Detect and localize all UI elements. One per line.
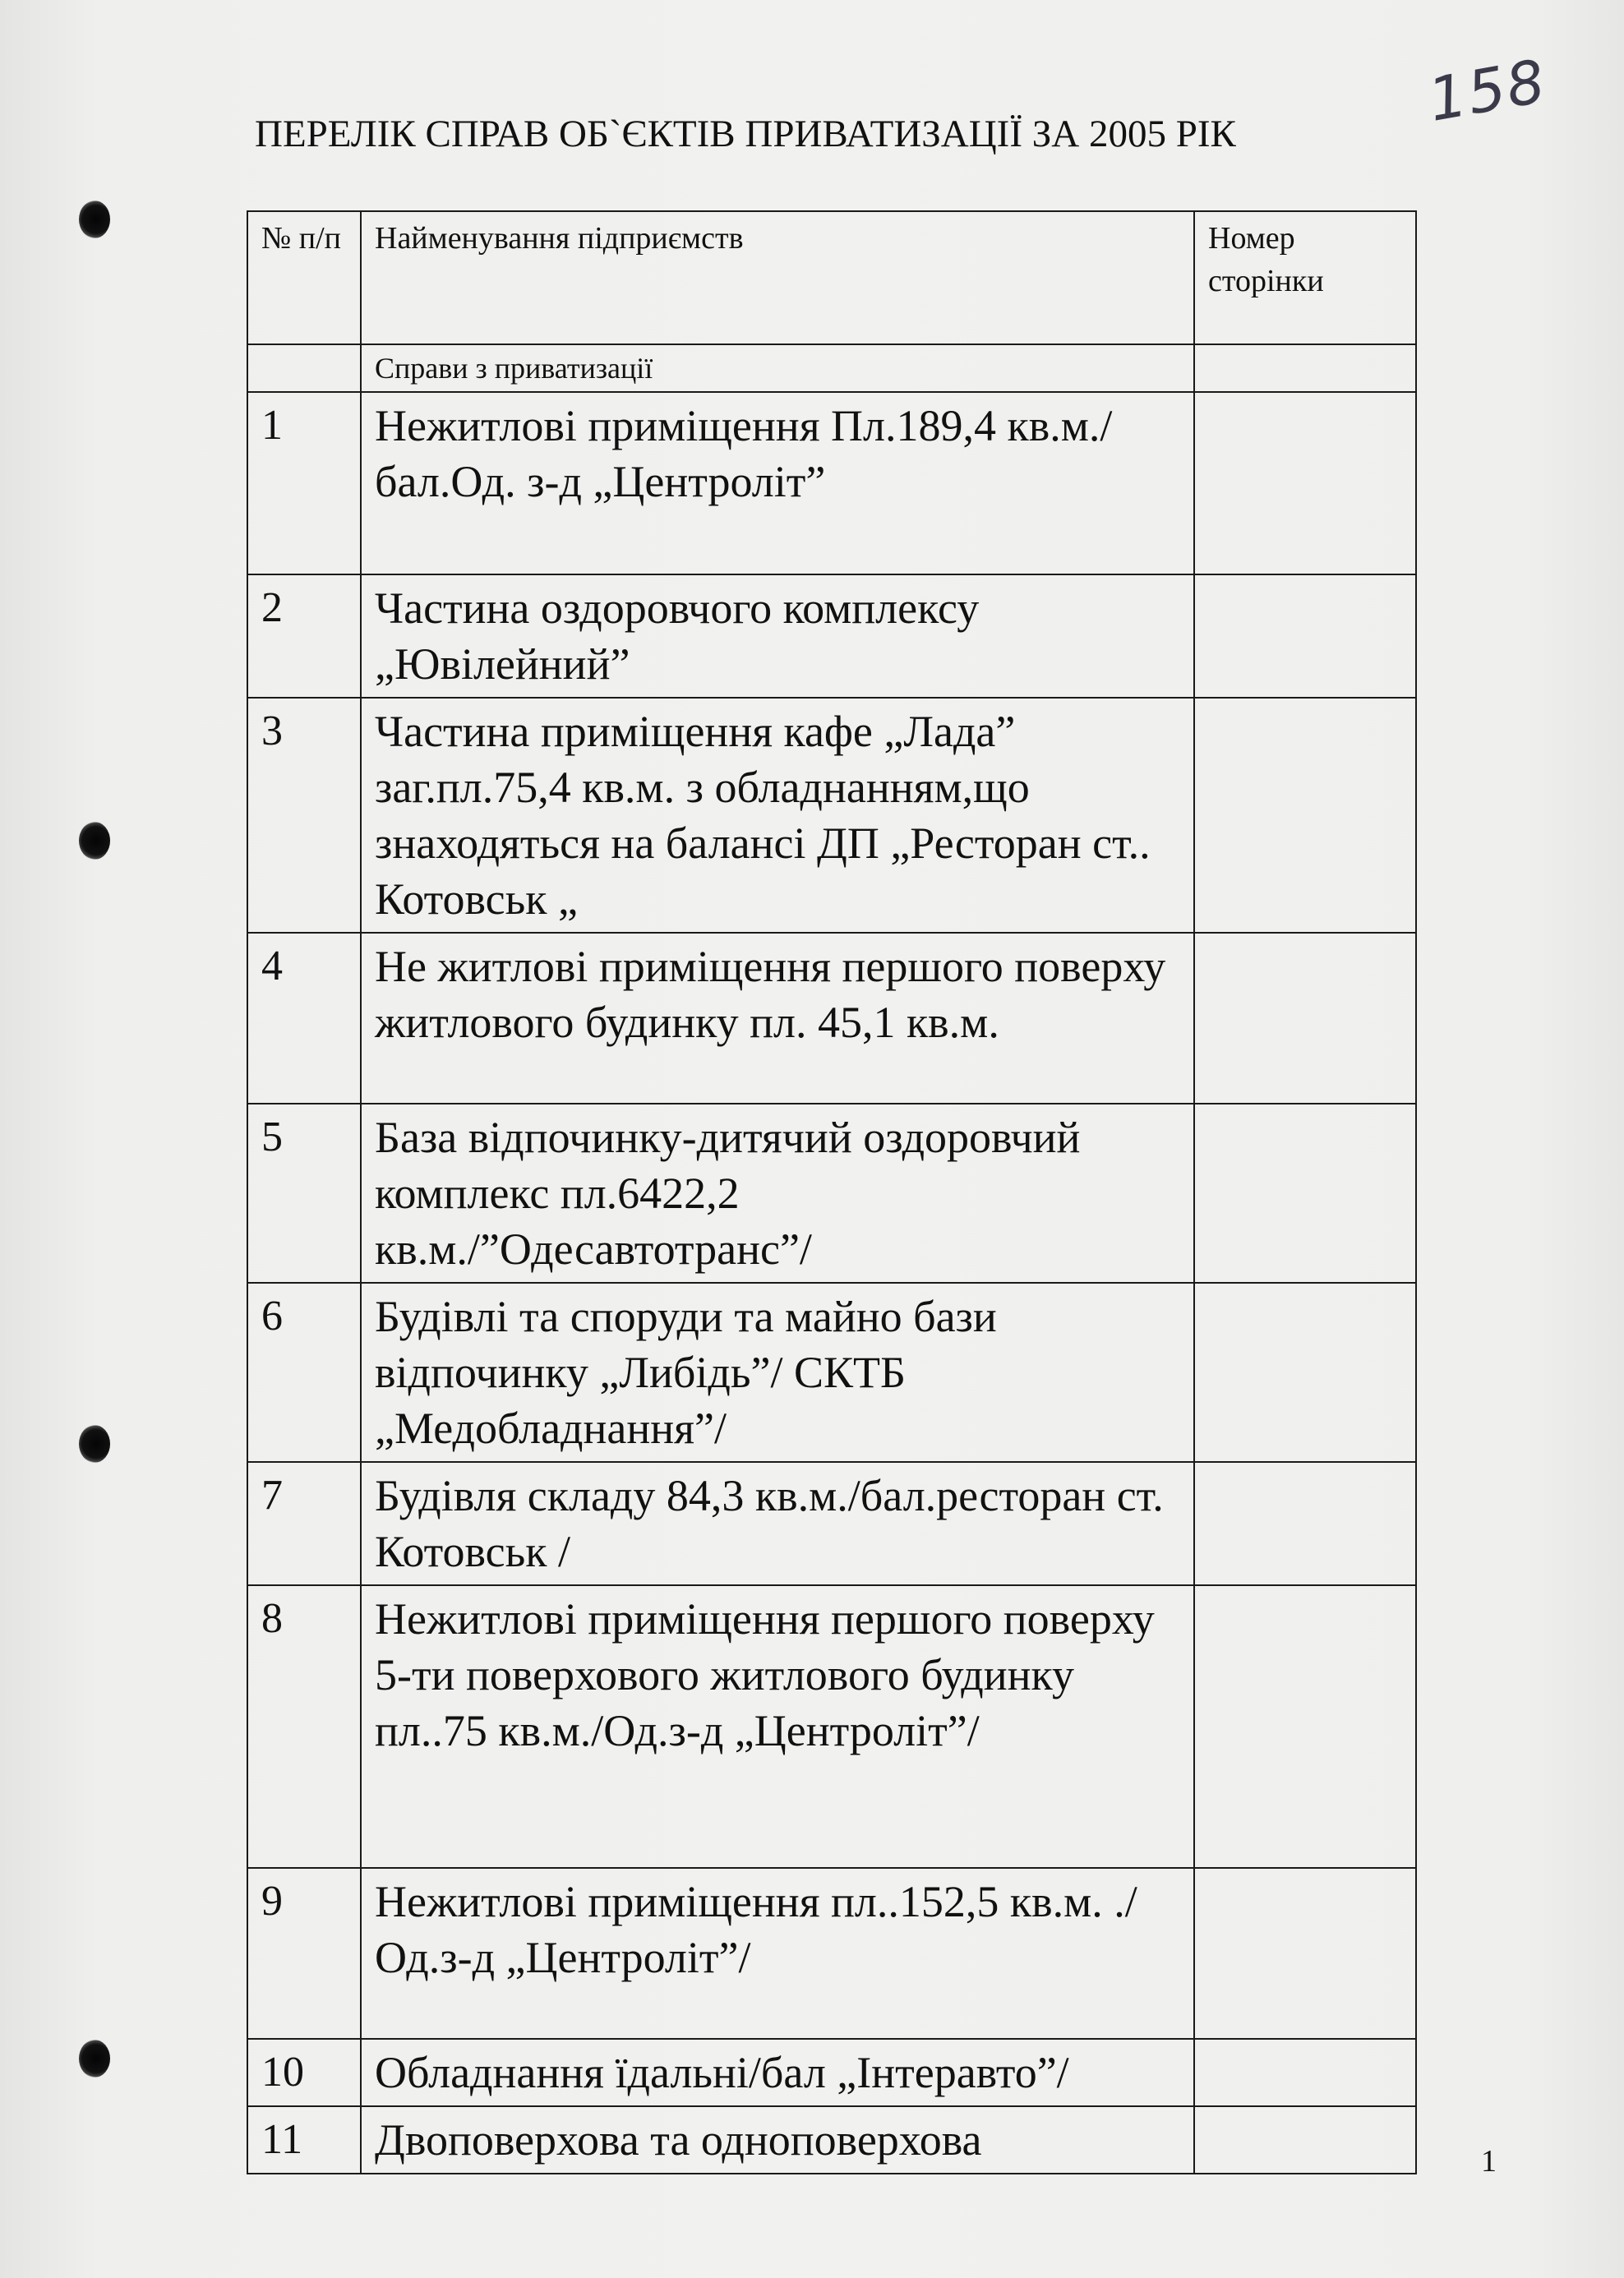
- row-number: 6: [247, 1283, 361, 1462]
- row-number: 5: [247, 1104, 361, 1283]
- row-page: [1194, 1868, 1416, 2039]
- table-row: [247, 933, 1416, 1104]
- table-row: [247, 1585, 1416, 1868]
- table-row: [247, 2106, 1416, 2174]
- row-name: База відпочинку-дитячий оздоровчий комплекс пл.6422,2 кв.м./”Одесавтотранс”/: [361, 1104, 1194, 1283]
- row-number: 3: [247, 698, 361, 933]
- row-page: [1194, 1462, 1416, 1585]
- row-name: Нежитлові приміщення першого поверху 5-ти поверхового житлового будинку пл..75 кв.м./Од.з-д „Центроліт”/: [361, 1585, 1194, 1868]
- row-name: Не житлові приміщення першого поверху житлового будинку пл. 45,1 кв.м.: [361, 933, 1194, 1104]
- row-number: 8: [247, 1585, 361, 1868]
- row-number: 11: [247, 2106, 361, 2174]
- row-number: 10: [247, 2039, 361, 2106]
- row-name: Нежитлові приміщення пл..152,5 кв.м. ./Од.з-д „Центроліт”/: [361, 1868, 1194, 2039]
- row-page: [1194, 1585, 1416, 1868]
- row-name: Нежитлові приміщення Пл.189,4 кв.м./бал.Од. з-д „Центроліт”: [361, 392, 1194, 574]
- punch-hole: [79, 201, 110, 238]
- section-row: [247, 344, 1416, 392]
- row-name: Будівля складу 84,3 кв.м./бал.ресторан ст. Котовськ /: [361, 1462, 1194, 1585]
- table-row: [247, 392, 1416, 574]
- row-name: Обладнання їдальні/бал „Інтеравто”/: [361, 2039, 1194, 2106]
- table-row: [247, 1462, 1416, 1585]
- section-title: Справи з приватизації: [361, 344, 1194, 392]
- row-name: Частина оздоровчого комплексу „Ювілейний”: [361, 574, 1194, 698]
- table-row: [247, 698, 1416, 933]
- table-row: [247, 1868, 1416, 2039]
- row-number: 2: [247, 574, 361, 698]
- header-enterprise-name: Найменування підприємств: [361, 211, 1194, 344]
- footer-page-number: 1: [1481, 2144, 1497, 2179]
- row-number: 7: [247, 1462, 361, 1585]
- document-title: ПЕРЕЛІК СПРАВ ОБ`ЄКТІВ ПРИВАТИЗАЦІЇ ЗА 2005 РІК: [255, 113, 1236, 155]
- row-page: [1194, 392, 1416, 574]
- punch-hole: [79, 2040, 110, 2077]
- row-page: [1194, 1104, 1416, 1283]
- handwritten-page-number: 158: [1423, 46, 1552, 135]
- row-page: [1194, 933, 1416, 1104]
- row-page: [1194, 574, 1416, 698]
- header-number: № п/п: [247, 211, 361, 344]
- row-number: 1: [247, 392, 361, 574]
- table-row: [247, 1283, 1416, 1462]
- row-page: [1194, 2039, 1416, 2106]
- row-page: [1194, 2106, 1416, 2174]
- section-page-cell: [1194, 344, 1416, 392]
- table-header-row: [247, 211, 1416, 344]
- punch-hole: [79, 822, 110, 860]
- cases-table: [247, 210, 1417, 2174]
- row-name: Будівлі та споруди та майно бази відпочинку „Либідь”/ СКТБ „Медобладнання”/: [361, 1283, 1194, 1462]
- row-page: [1194, 698, 1416, 933]
- table-row: [247, 2039, 1416, 2106]
- table-row: [247, 574, 1416, 698]
- row-page: [1194, 1283, 1416, 1462]
- section-number-cell: [247, 344, 361, 392]
- punch-hole: [79, 1425, 110, 1463]
- row-number: 4: [247, 933, 361, 1104]
- table-row: [247, 1104, 1416, 1283]
- header-page-number: Номер сторінки: [1194, 211, 1416, 344]
- row-number: 9: [247, 1868, 361, 2039]
- row-name: Двоповерхова та одноповерхова: [361, 2106, 1194, 2174]
- row-name: Частина приміщення кафе „Лада” заг.пл.75,4 кв.м. з обладнанням,що знаходяться на балансі ДП „Ресторан ст.. Котовськ „: [361, 698, 1194, 933]
